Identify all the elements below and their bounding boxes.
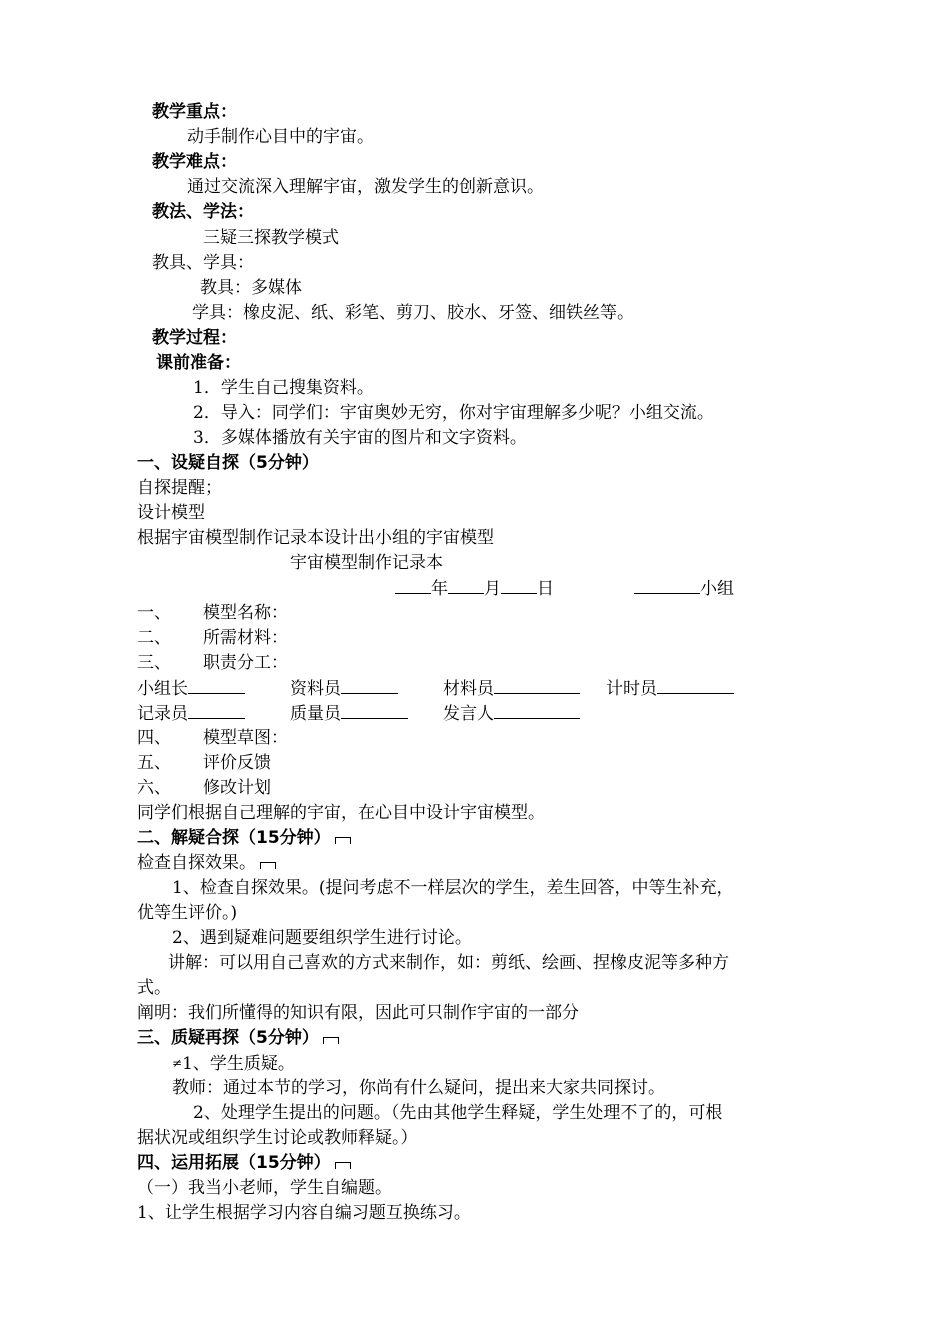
section4-text: 1、让学生根据学习内容自编习题互换练习。 [137, 1203, 471, 1223]
role-blank [188, 701, 245, 719]
role-field [443, 676, 580, 701]
section3-text: 1、学生质疑。 [182, 1054, 295, 1074]
group-label: 小组 [700, 579, 734, 599]
role-blank [494, 701, 580, 719]
month-blank [448, 576, 484, 594]
role-field [290, 676, 398, 701]
section2-text: 讲解：可以用自己喜欢的方式来制作，如：剪纸、绘画、捏橡皮泥等多种方 [168, 953, 729, 973]
group-blank [634, 576, 700, 594]
item-label: 所需材料： [203, 628, 288, 648]
difficulty-heading: 教学难点： [152, 152, 237, 172]
role-blank [494, 676, 580, 694]
role-field [137, 676, 245, 701]
section1-line: 根据宇宙模型制作记录本设计出小组的宇宙模型 [137, 528, 494, 548]
prep-heading: 课前准备： [156, 353, 241, 373]
methods-heading: 教法、学法： [152, 202, 254, 222]
item-number: 二、 [137, 628, 171, 648]
section2-heading-line [137, 826, 351, 850]
section2-text: 检查自探效果。 [137, 853, 256, 873]
day-blank [501, 576, 537, 594]
tools-teacher: 教具：多媒体 [200, 278, 302, 298]
role-label: 材料员 [443, 679, 494, 699]
section1-heading: 一、设疑自探（5分钟） [137, 453, 319, 473]
difficulty-text: 通过交流深入理解宇宙，激发学生的创新意识。 [187, 177, 544, 197]
item-number: 四、 [137, 728, 171, 748]
role-blank [341, 676, 398, 694]
item-label: 模型名称： [203, 603, 288, 623]
item-number: 六、 [137, 778, 171, 798]
focus-text: 动手制作心目中的宇宙。 [187, 127, 374, 147]
role-label: 计时员 [606, 679, 657, 699]
section3-text: 据状况或组织学生讨论或教师释疑。） [137, 1128, 418, 1148]
role-field [606, 676, 734, 701]
section1-closing: 同学们根据自己理解的宇宙，在心目中设计宇宙模型。 [137, 803, 545, 823]
item-number: 五、 [137, 753, 171, 773]
section2-text: 优等生评价。) [137, 903, 238, 923]
section2-text: 1、检查自探效果。(提问考虑不一样层次的学生，差生回答，中等生补充， [172, 878, 734, 898]
section3-text: 教师：通过本节的学习，你尚有什么疑问，提出来大家共同探讨。 [172, 1078, 665, 1098]
section2-text: 阐明：我们所懂得的知识有限，因此可只制作宇宙的一部分 [137, 1003, 579, 1023]
section4-heading: 四、运用拓展（15分钟） [137, 1153, 331, 1173]
prep-item: 3．多媒体播放有关宇宙的图片和文字资料。 [193, 428, 527, 448]
section2-line [137, 851, 276, 875]
prep-item: 2．导入：同学们：宇宙奥妙无穷，你对宇宙理解多少呢？小组交流。 [193, 403, 714, 423]
role-label: 质量员 [290, 704, 341, 724]
focus-heading: 教学重点： [152, 102, 237, 122]
record-title: 宇宙模型制作记录本 [290, 553, 443, 573]
item-label: 模型草图： [203, 728, 288, 748]
role-field [290, 701, 408, 726]
section3-text: 2、处理学生提出的问题。（先由其他学生释疑，学生处理不了的，可根 [193, 1103, 723, 1123]
role-label: 小组长 [137, 679, 188, 699]
section2-text: 2、遇到疑难问题要组织学生进行讨论。 [172, 928, 472, 948]
prep-item: 1．学生自己搜集资料。 [193, 378, 374, 398]
section2-text: 式。 [137, 978, 171, 998]
section3-heading: 三、质疑再探（5分钟） [137, 1028, 319, 1048]
role-label: 资料员 [290, 679, 341, 699]
section3-line [172, 1051, 295, 1076]
section4-text: （一）我当小老师，学生自编题。 [137, 1178, 392, 1198]
role-label: 记录员 [137, 704, 188, 724]
item-label: 修改计划 [203, 778, 271, 798]
tools-heading: 教具、学具： [152, 253, 254, 273]
role-blank [341, 701, 408, 719]
section4-heading-line [137, 1151, 351, 1175]
item-label: 评价反馈 [203, 753, 271, 773]
edit-mark [260, 862, 276, 869]
item-number: 一、 [137, 603, 171, 623]
section2-heading: 二、解疑合探（15分钟） [137, 828, 331, 848]
tools-student: 学具：橡皮泥、纸、彩笔、剪刀、胶水、牙签、细铁丝等。 [192, 303, 634, 323]
edit-mark: ≠ [172, 1056, 183, 1070]
edit-mark [335, 1162, 351, 1169]
day-label: 日 [537, 579, 554, 599]
record-group-line [634, 576, 734, 601]
edit-mark [323, 1037, 339, 1044]
edit-mark [335, 837, 351, 844]
process-heading: 教学过程： [152, 328, 237, 348]
section3-heading-line [137, 1026, 339, 1050]
section1-line: 设计模型 [137, 503, 205, 523]
role-field [443, 701, 580, 726]
role-blank [188, 676, 245, 694]
record-date-line [395, 576, 554, 601]
role-field [137, 701, 245, 726]
year-blank [395, 576, 431, 594]
methods-text: 三疑三探教学模式 [203, 228, 339, 248]
month-label: 月 [484, 579, 501, 599]
role-label: 发言人 [443, 704, 494, 724]
item-label: 职责分工： [203, 653, 288, 673]
item-number: 三、 [137, 653, 171, 673]
section1-line: 自探提醒； [137, 478, 222, 498]
year-label: 年 [431, 579, 448, 599]
role-blank [657, 676, 734, 694]
